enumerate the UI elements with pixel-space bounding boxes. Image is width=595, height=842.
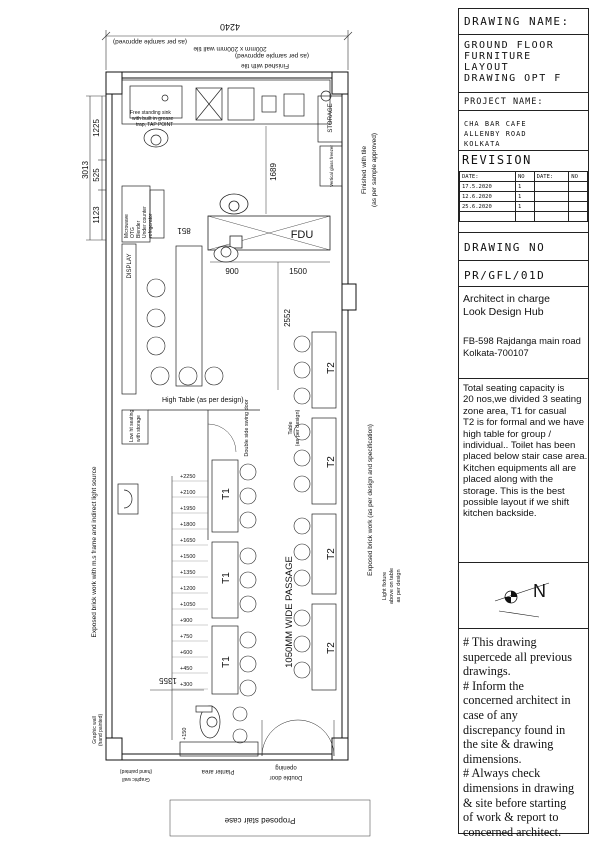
note-line: dimensions. [463,751,522,766]
double-door-line-2: opening [275,764,297,770]
exposed-brick-left: Exposed brick work with m.s frame and indirect light source [91,466,98,638]
chair [233,707,247,721]
fdu-label: FDU [290,229,314,241]
appliance-line-3: Blender [136,220,142,238]
project-line-3: KOLKATA [464,140,501,148]
dim-900: 900 [225,267,239,276]
project-line-1: CHA BAR CAFE [464,120,527,128]
stair-level-label: +1200 [180,586,196,592]
rev-date: 17.5.2020 [460,182,516,192]
low-ht-line-1: Low ht seating [129,409,135,442]
north-section [459,563,588,629]
chair [233,729,247,743]
chair [294,518,310,534]
stair-level-label: +1350 [180,570,196,576]
drawing-no-section [459,233,588,261]
table-note-line-2: (as per design) [295,409,301,447]
vertical-freezer-label: Vertical glass freezer [329,145,334,187]
swing-door-arc [208,424,236,452]
architect-line-2: Look Design Hub [463,306,544,318]
chair [294,610,310,626]
note-line: discrepancy found in [463,722,566,737]
stair-level-label: +150 [182,727,188,740]
project-line-2: ALLENBY ROAD [464,130,527,138]
t2-label-3: T2 [326,548,337,560]
person-figure [196,706,220,738]
stair-level-label: +600 [180,650,193,656]
exposed-brick-right: Exposed brick work (as per design and specification) [367,424,374,576]
rev-header-no: NO [515,172,534,182]
double-door-line-1: Double door [269,774,303,780]
storage-label: STORAGE [328,103,334,133]
rev-no: 1 [515,192,534,202]
chair [294,544,310,560]
low-ht-line-2: with storage [136,415,142,442]
drawing-no-label: DRAWING NO [464,241,546,254]
drawing-name-value [459,35,588,93]
drawing-name-line-1: GROUND FLOOR [464,40,555,51]
north-label: N [533,581,546,601]
note-line: concerned architect in [463,693,571,708]
t1-chairs [233,464,256,743]
rev-no: 1 [515,182,534,192]
table-row [460,192,588,202]
drawing-name-label: DRAWING NAME: [464,15,570,28]
note-line: # Inform the [463,678,524,693]
stool [147,309,165,327]
note-line: & site before starting [463,795,567,810]
stool [151,367,169,385]
dim-2552: 2552 [283,309,292,327]
stair-levels [172,474,208,740]
t1-label-1: T1 [221,488,232,500]
stool [205,367,223,385]
address-line-2: Kolkata-700107 [463,347,529,358]
high-table [176,246,202,386]
description-line: high table for group / [463,428,552,440]
t2-chairs [294,336,310,678]
stair-level-label: +1800 [180,522,196,528]
chair [240,572,256,588]
stool [147,337,165,355]
revision-label: REVISION [462,153,532,167]
description-line: placed below stair case area. [463,451,588,463]
person-figure [144,129,168,147]
drawing-name-section [459,9,588,35]
top-tile-note: 200mm x 200mm wall tile [193,45,267,52]
rev-header-no-2: NO [569,172,588,182]
project-name-value [459,111,588,151]
note-line: the site & drawing [463,737,554,752]
description-section [459,379,588,563]
project-name-section [459,93,588,111]
description-line: possible layout if we shift [463,497,570,509]
description-line: kitchen backside. [463,508,537,520]
chair [240,488,256,504]
stair-level-label: +2100 [180,490,196,496]
graphic-wall-line-1: Graphic wall [92,716,98,744]
stool [179,367,197,385]
dim-1355: 1355 [159,676,177,685]
top-tile-note-2: (as per sample approved) [112,38,188,45]
note-line: drawings. [463,664,511,679]
t2-label-2: T2 [326,456,337,468]
appliance-line-2: OTG [130,227,136,238]
note-line: dimensions in drawing [463,780,575,795]
person-figure [214,246,238,262]
note-line: case of any [463,707,518,722]
chair [240,512,256,528]
dim-left-total: 3013 [81,161,90,179]
description-line: 20 nos,we divided 3 seating [463,394,582,406]
light-fixture-line-1: Light fixture [382,571,388,601]
dim-851: 851 [177,226,191,235]
table-note-line-1: Table [288,421,294,435]
chair [240,632,256,648]
notes-text [463,635,574,839]
stair-level-label: +900 [180,618,193,624]
chair [240,464,256,480]
toilet-fixture [118,484,138,514]
dim-1500: 1500 [289,267,307,276]
drawing-name-line-4: DRAWING OPT F [464,73,562,84]
low-seating-storage [122,410,148,444]
sink-note-line-2: with built in grease [132,116,174,122]
graphic-wall-bottom-2: (hand painted) [119,768,153,774]
finished-tile-note: Finished with tile [240,62,290,69]
light-fixture-line-2: above on table [389,567,395,605]
appliance-line-5: refrigerator [148,213,154,238]
right-wall-tile-note-2: (as per sample approved) [371,132,378,208]
description-line: storage. This is the best [463,485,565,497]
table-row [460,202,588,212]
description-line: T2 is for formal and we have [463,417,585,429]
title-block [458,8,589,839]
drawing-no-value [459,261,588,287]
chair [240,680,256,696]
chair [294,388,310,404]
north-arrow-icon [459,563,590,629]
address-line-1: FB-598 Rajdanga main road [463,335,581,346]
chair [240,596,256,612]
t2-tables [312,332,336,690]
chair [294,662,310,678]
rev-header-date: DATE: [460,172,516,182]
drawing-name-line-3: LAYOUT [464,62,510,73]
rev-no: 1 [515,202,534,212]
dim-left-1123: 1123 [92,206,101,224]
note-line: of work & report to [463,810,559,825]
light-fixture-line-3: as per design [396,569,402,603]
notes-section [463,635,574,839]
right-wall-tile-note: Finished with tile [361,145,368,195]
high-table-stools [147,279,223,385]
architect-line-1: Architect in charge [463,293,550,305]
t1-label-3: T1 [221,656,232,668]
t1-label-2: T1 [221,572,232,584]
note-line: # This drawing [463,635,537,649]
high-table-label: High Table (as per design) [162,397,244,404]
description-text [463,383,587,520]
planter-label: Planter area [201,768,235,774]
chair [240,656,256,672]
architect-section [459,287,588,379]
rev-date: 25.6.2020 [460,202,516,212]
stair-level-label: +1950 [180,506,196,512]
graphic-wall-bottom-1: Graphic wall [122,776,150,782]
dim-left-1225: 1225 [92,119,101,137]
passage-label: 1050MM WIDE PASSAGE [284,556,295,668]
note-line: supercede all previous [463,649,572,664]
stair-level-label: +300 [180,682,193,688]
note-line: # Always check [463,766,541,781]
stair-level-label: +1500 [180,554,196,560]
table-row [460,182,588,192]
chair [294,362,310,378]
description-line: Kitchen equipments all are [463,462,577,474]
project-name-label: PROJECT NAME: [464,97,544,107]
stair-level-label: +1650 [180,538,196,544]
revision-section [459,151,588,233]
dim-width: 4240 [219,22,241,32]
sink-note-line-3: trap, TAP POINT [136,122,174,128]
note-line: concerned architect. [463,824,562,839]
finished-tile-note-2: (as per sample approved) [234,52,310,59]
appliance-line-1: Microwave [124,214,130,238]
rev-date: 12.6.2020 [460,192,516,202]
drawing-no: PR/GFL/01D [464,269,546,282]
chair [240,548,256,564]
description-line: individual.. Toilet has been [463,440,576,452]
double-swing-label: Double side swing door [244,399,250,457]
t2-label-4: T2 [326,642,337,654]
appliance-line-4: Under counter [142,206,148,238]
revision-table [459,171,588,222]
drawing-name-line-2: FURNITURE [464,51,532,62]
chair [294,636,310,652]
graphic-wall-line-2: (hand painted) [98,713,104,747]
description-line: Total seating capacity is [463,383,565,394]
chair [294,336,310,352]
stair-level-label: +2250 [180,474,196,480]
stair-level-label: +450 [180,666,193,672]
stair-level-label: +750 [180,634,193,640]
stair-case-label: Proposed stair case [224,816,296,825]
chair [294,450,310,466]
description-line: zone area, T1 for casual [463,405,567,417]
description-line: placed along with the [463,474,554,486]
t2-label-1: T2 [326,362,337,374]
dim-1689: 1689 [269,163,278,181]
rev-header-date-2: DATE: [534,172,569,182]
stool [147,279,165,297]
fdu-counter [208,194,330,250]
chair [294,476,310,492]
dim-left-525: 525 [92,168,101,182]
sink-note-line-1: Free standing sink [130,110,171,116]
chair [294,570,310,586]
display-label: DISPLAY [127,253,133,279]
stair-level-label: +1050 [180,602,196,608]
